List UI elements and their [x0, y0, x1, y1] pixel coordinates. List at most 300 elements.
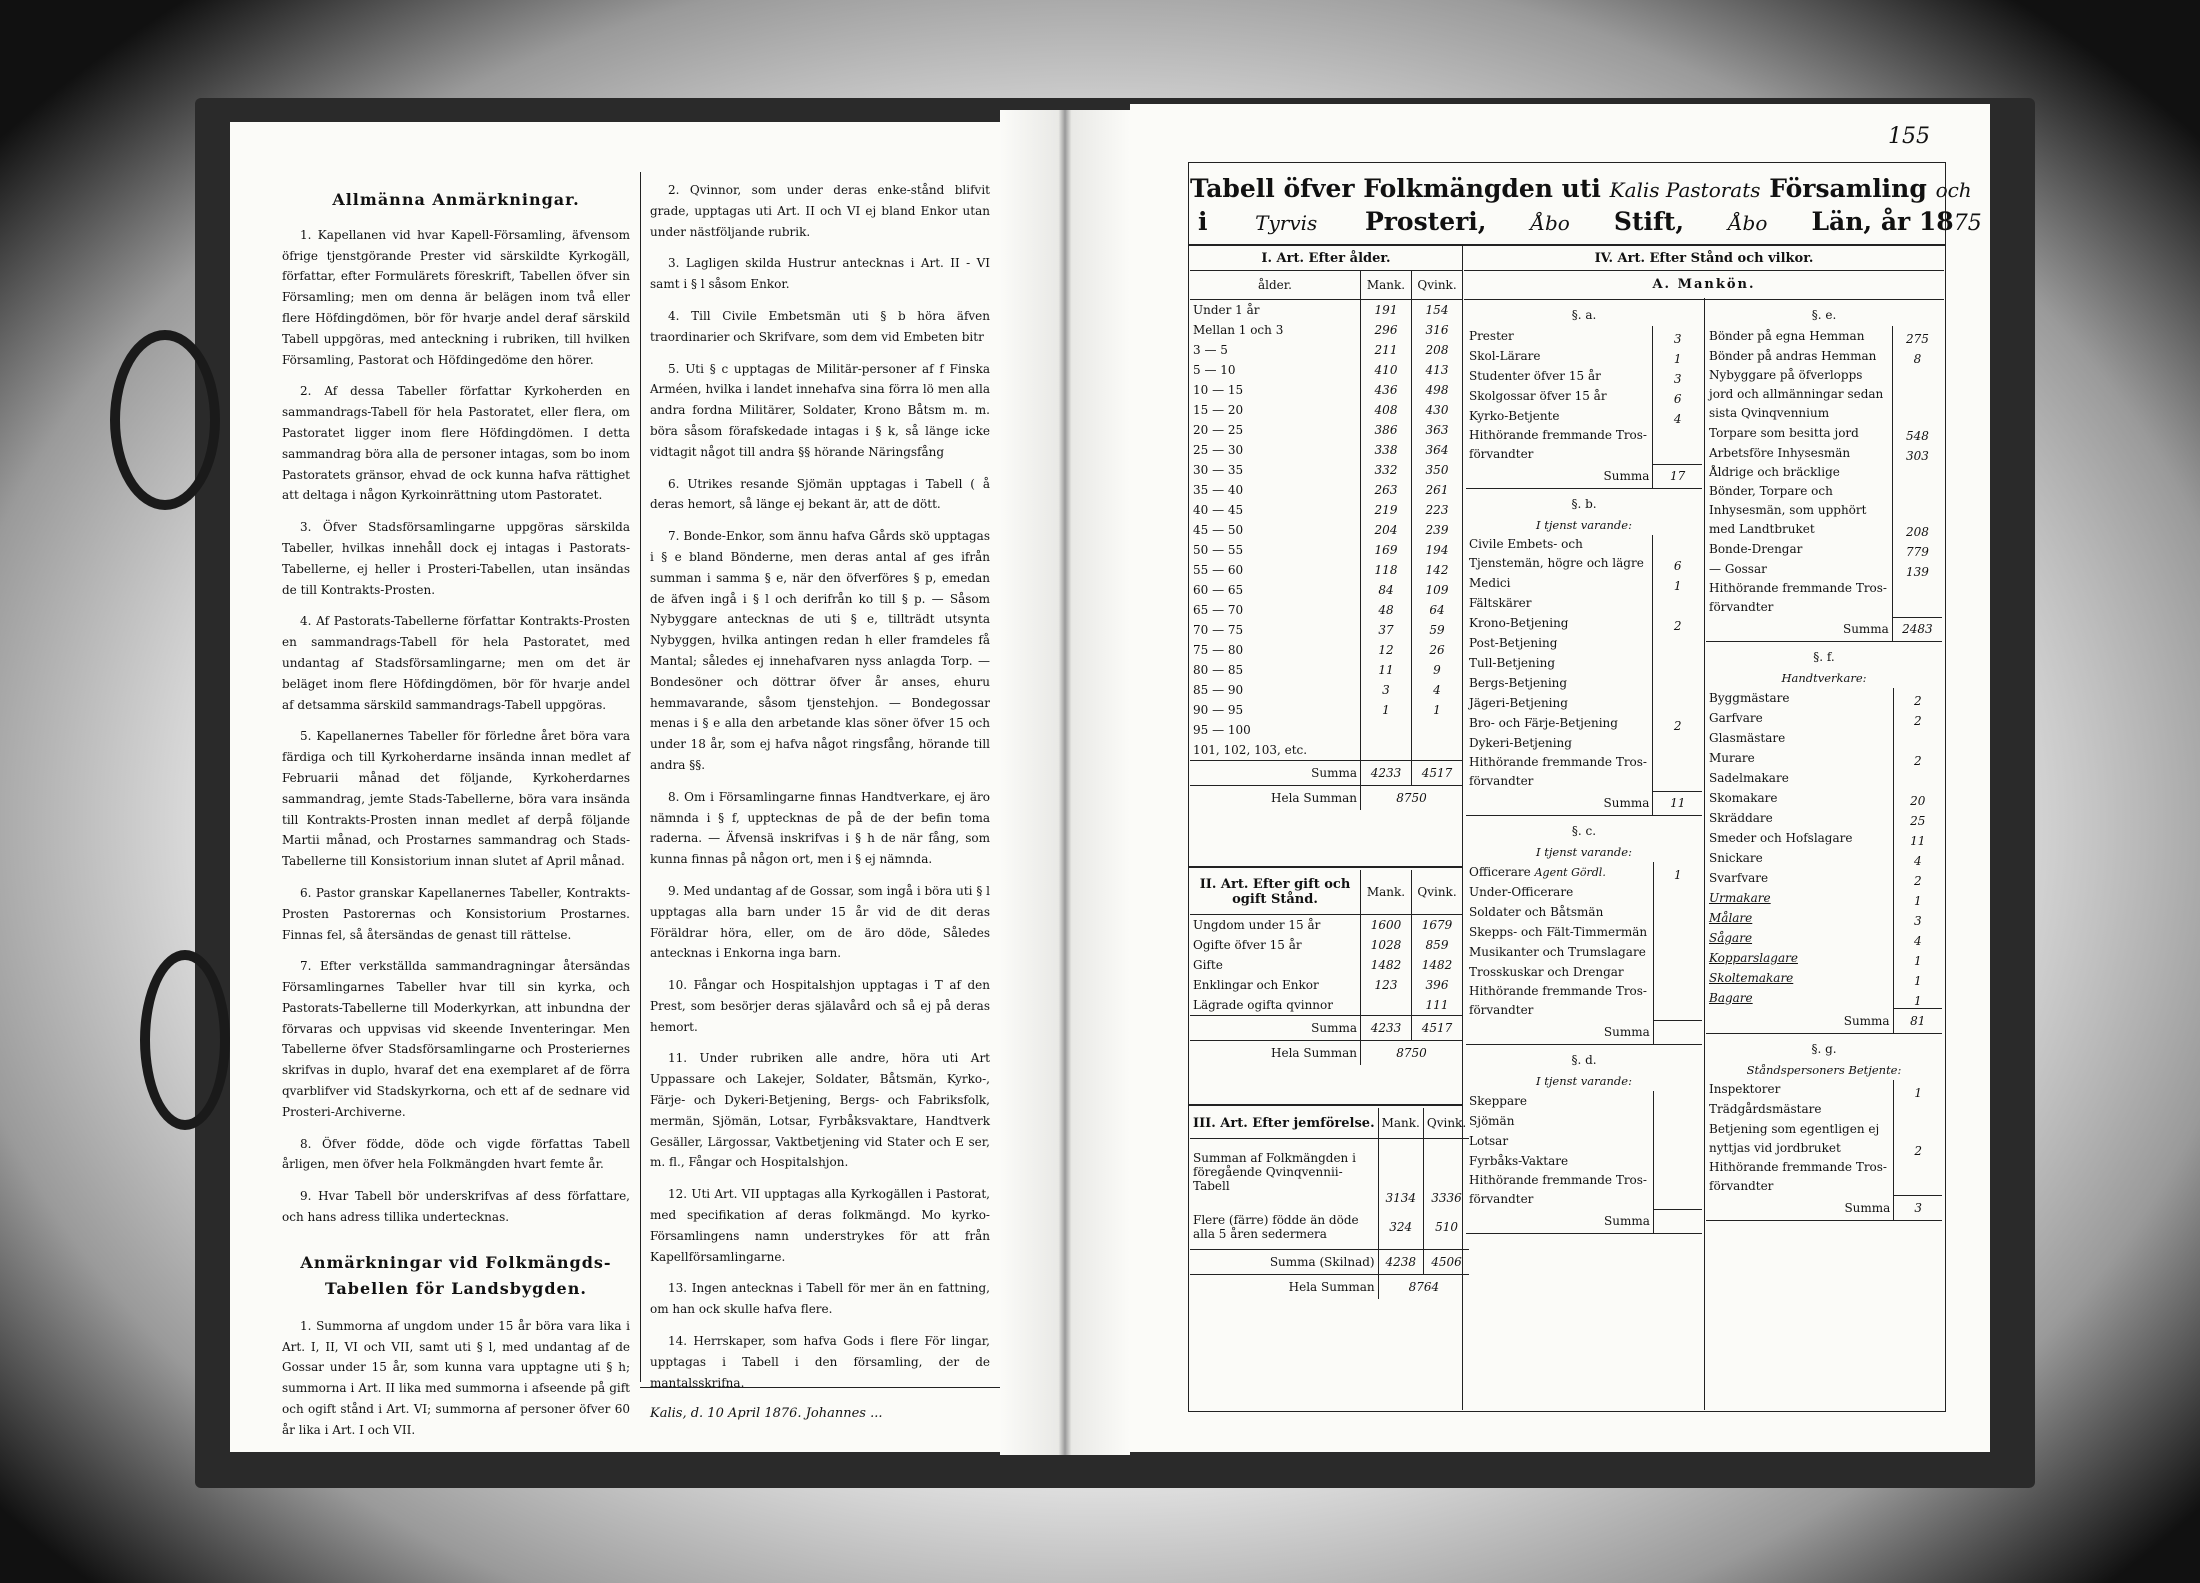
age-row — [1190, 440, 1462, 460]
row-value: 275 — [1892, 326, 1942, 346]
remark-paragraph: 1. Kapellanen vid hvar Kapell-Församling, äfvensom öfrige tjenstgörande Prester vid särskildte Kyrkogäll, författar, efter Formulärets föreskrift, Tabellen öfver sin Församling; men om denna är belägen inom två eller flere Höfdingdömen, bör för hvarje andel deraf särskild Tabell uppgöras, med anteckning i rubriken, till hvilken Församling, Pastorat och Höfdingedöme den hörer. — [282, 227, 630, 367]
row-label-text: Jägeri-Betjening — [1469, 695, 1568, 710]
continued-remarks — [650, 180, 990, 1393]
age-row — [1190, 400, 1462, 420]
row-value: 1 — [1894, 1080, 1942, 1100]
art4-left-column — [1466, 300, 1702, 1234]
age-row — [1190, 640, 1462, 660]
section-row — [1706, 366, 1942, 423]
age-row — [1190, 460, 1462, 480]
row-label-text: Under-Officerare — [1469, 884, 1574, 899]
row-label — [1466, 902, 1653, 922]
row-label — [1466, 733, 1653, 753]
row-label-text: Soldater och Båtsmän — [1469, 904, 1604, 919]
row-label-text: Snickare — [1709, 850, 1763, 865]
row-label — [1706, 579, 1892, 617]
row-label-text: Prester — [1469, 328, 1514, 343]
female-count: 1679 — [1412, 915, 1463, 936]
row-label-text: Officerare — [1469, 864, 1531, 879]
row-label — [1466, 1151, 1653, 1171]
row-value — [1653, 1111, 1702, 1131]
section-table — [1466, 862, 1702, 1044]
male-count: 211 — [1361, 340, 1412, 360]
marital-row — [1190, 975, 1462, 995]
age-row — [1190, 540, 1462, 560]
art1-bottom-rule — [1188, 866, 1462, 868]
section-sb — [1466, 489, 1702, 816]
row-label — [1466, 922, 1653, 942]
title-prosteri: Prosteri, — [1364, 207, 1487, 236]
male-count: 84 — [1361, 580, 1412, 600]
section-sc — [1466, 816, 1702, 1045]
art1-table — [1190, 271, 1462, 810]
row-label — [1706, 688, 1893, 708]
row-label — [1706, 968, 1893, 988]
male-count: 338 — [1361, 440, 1412, 460]
art3-heading: III. Art. Efter jemförelse. — [1193, 1115, 1375, 1131]
row-label-text: Skoltemakare — [1709, 970, 1794, 985]
row-label — [1466, 1131, 1653, 1151]
female-count: 59 — [1412, 620, 1463, 640]
row-value: 2 — [1653, 713, 1702, 733]
male-count: 410 — [1361, 360, 1412, 380]
age-row — [1190, 560, 1462, 580]
age-row — [1190, 420, 1462, 440]
section-row — [1466, 1111, 1702, 1131]
female-count: 142 — [1412, 560, 1463, 580]
age-label: 65 — 70 — [1193, 603, 1244, 617]
art4-subheading: A. Mankön. — [1464, 271, 1944, 300]
male-count: 263 — [1361, 480, 1412, 500]
section-row — [1466, 366, 1702, 386]
section-row — [1706, 848, 1942, 868]
female-count: 498 — [1412, 380, 1463, 400]
section-row — [1466, 713, 1702, 733]
age-label: 15 — 20 — [1193, 403, 1244, 417]
row-value: 1 — [1653, 862, 1702, 882]
female-count: 109 — [1412, 580, 1463, 600]
age-label: 40 — 45 — [1193, 503, 1244, 517]
row-hand-note: Agent Gördl. — [1534, 865, 1606, 879]
art2-summa-label: Summa — [1190, 1016, 1361, 1041]
row-label — [1706, 888, 1893, 908]
marital-label: Gifte — [1193, 958, 1223, 972]
summa-row — [1466, 791, 1702, 815]
title-rule — [1188, 244, 1946, 246]
row-label-text: Bönder på egna Hemman — [1709, 328, 1865, 343]
art3-col-qvink: Qvink. — [1423, 1108, 1469, 1139]
row-label — [1706, 1120, 1894, 1158]
row-label-text: Trädgårdsmästare — [1709, 1102, 1822, 1116]
male-count: 48 — [1361, 600, 1412, 620]
art2-col-qvink: Qvink. — [1412, 870, 1463, 915]
row-label — [1706, 346, 1892, 366]
remark-paragraph: 13. Ingen antecknas i Tabell för mer än en fattning, om han ock skulle hafva flere. — [650, 1281, 990, 1317]
row-value — [1653, 902, 1702, 922]
section-sd — [1466, 1045, 1702, 1234]
row-label — [1466, 942, 1653, 962]
row-label — [1466, 962, 1653, 982]
row-label — [1466, 982, 1653, 1020]
row-label — [1706, 788, 1893, 808]
row-value: 548 — [1892, 423, 1942, 443]
art1-summa-q: 4517 — [1412, 761, 1463, 786]
row-label — [1706, 748, 1893, 768]
row-label-text: Trosskuskar och Drengar — [1469, 964, 1624, 979]
art3-hela-value: 8764 — [1378, 1275, 1469, 1300]
row-value — [1653, 982, 1702, 1020]
female-count: 261 — [1412, 480, 1463, 500]
row-label — [1706, 808, 1893, 828]
row-value: 1 — [1893, 988, 1942, 1009]
age-row — [1190, 300, 1462, 321]
row-label-text: Hithörande fremmande Tros-förvandter — [1469, 755, 1647, 788]
section-row — [1706, 908, 1942, 928]
section-row — [1466, 1091, 1702, 1111]
section-row — [1466, 653, 1702, 673]
male-count — [1361, 720, 1412, 740]
row-value: 4 — [1653, 406, 1702, 426]
section-title: §. f. — [1813, 650, 1835, 664]
female-count: 223 — [1412, 500, 1463, 520]
age-label: 50 — 55 — [1193, 543, 1244, 557]
row-label-text: Skomakare — [1709, 790, 1778, 805]
remark-paragraph: 7. Bonde-Enkor, som ännu hafva Gårds skö upptagas i § e bland Bönderne, men deras antal af ges ifrån summan i samma § e, när den öfverföres § p, emedan de äfven ingå i § l och derifrån ko till § p. — Såsom Nybyggare antecknas de uti § e, tillträdt utsynta Nybyggen, hvilka antingen redan h eller framdeles få Mantal; således ej innehafvaren nyss anlagda Torp. — Bondesöner och döttrar öfver år anses, ehuru hemmavarande, såsom tjenstehjon. — Bondegossar menas i § e alla den arbetande klas söner öfver 15 och under 18 år, som ej hafva något ringsfång, hörande till andra §§. — [650, 529, 990, 772]
art3-summa-q: 4506 — [1423, 1250, 1469, 1275]
book-gutter — [1000, 110, 1130, 1455]
age-row — [1190, 360, 1462, 380]
summa-value: 81 — [1893, 1009, 1942, 1033]
section-row — [1706, 1120, 1942, 1158]
section-sa — [1466, 300, 1702, 489]
female-count: 396 — [1412, 975, 1463, 995]
female-count: 111 — [1412, 995, 1463, 1016]
section-row — [1706, 888, 1942, 908]
art2-bottom-rule — [1188, 1104, 1462, 1106]
row-label-text: Studenter öfver 15 år — [1469, 368, 1601, 383]
section-table — [1466, 1091, 1702, 1233]
section-row — [1706, 579, 1942, 617]
female-count — [1412, 740, 1463, 761]
male-count: 1 — [1361, 700, 1412, 720]
section-row — [1706, 828, 1942, 848]
row-value — [1653, 733, 1702, 753]
row-value — [1653, 922, 1702, 942]
row-value — [1892, 579, 1942, 617]
row-value — [1653, 1131, 1702, 1151]
title-tail: och — [1935, 178, 1972, 202]
row-value — [1653, 653, 1702, 673]
row-label-text: Fyrbåks-Vaktare — [1469, 1153, 1569, 1168]
row-label-text: — Gossar — [1709, 561, 1767, 576]
row-value — [1653, 1171, 1702, 1209]
landsbygd-remarks — [282, 1316, 630, 1441]
summa-label: Summa — [1842, 622, 1889, 636]
summa-value: 2483 — [1892, 617, 1942, 641]
row-value — [1653, 1091, 1702, 1111]
section-row — [1706, 1158, 1942, 1196]
art3-row2-q: 510 — [1423, 1205, 1469, 1250]
section-row — [1706, 808, 1942, 828]
row-value: 2 — [1893, 868, 1942, 888]
row-label-text: Glasmästare — [1709, 730, 1786, 745]
section-row — [1706, 928, 1942, 948]
section-row — [1466, 1151, 1702, 1171]
section-row — [1706, 688, 1942, 708]
row-label — [1466, 693, 1653, 713]
art3-section — [1190, 1108, 1467, 1299]
remark-paragraph: 8. Öfver födde, döde och vigde författas Tabell årligen, men öfver hela Folkmängden hvart femte år. — [282, 1136, 630, 1172]
art2-summa-m: 4233 — [1361, 1016, 1412, 1041]
age-label: 25 — 30 — [1193, 443, 1244, 457]
female-count: 363 — [1412, 420, 1463, 440]
row-value: 25 — [1893, 808, 1942, 828]
section-row — [1706, 539, 1942, 559]
age-row — [1190, 480, 1462, 500]
row-label-text: Hithörande fremmande Tros-förvandter — [1469, 428, 1647, 461]
remark-paragraph: 11. Under rubriken alle andre, höra uti Art Uppassare och Lakejer, Soldater, Båtsmän, Kyrko-, Färje- och Dykeri-Betjening, Bergs- och Fabriksfolk, mermän, Sjömän, Lotsar, Fyrbåksvaktare, Handtverk Gesäller, Lärgossar, Vaktbetjening vid Stater och E ser, m. fl., Fångar och Hospitalshjon. — [650, 1051, 990, 1170]
row-label-text: Medici — [1469, 575, 1511, 590]
summa-row — [1706, 1196, 1942, 1220]
remark-paragraph: 2. Af dessa Tabeller författar Kyrkoherden en sammandrags-Tabell för hela Pastoratet, eller flera, om Pastoratet ligger inom flere Höfdingdömen. I detta sammandrag böra alla de personer intagas, som bo inom Pastoratets gränsor, ehvad de ock kunna hafva rättighet att deltaga i någon Kyrkoinrättning utom Pastoratet. — [282, 384, 630, 503]
male-count — [1361, 740, 1412, 761]
row-label — [1706, 559, 1892, 579]
title-stift: Stift, — [1613, 207, 1685, 236]
male-count: 408 — [1361, 400, 1412, 420]
remark-paragraph: 4. Af Pastorats-Tabellerne författar Kontrakts-Prosten en sammandrags-Tabell för hela Pastoratet, med undantag af Stadsförsamlingarne; men om det är beläget inom flere Höfdingdömen, bör för hvarje andel af detsamma särskild sammandrags-Tabell uppgöras. — [282, 614, 630, 712]
row-value: 3 — [1653, 326, 1702, 346]
row-value: 11 — [1893, 828, 1942, 848]
page-number: 155 — [1888, 124, 1930, 149]
remark-paragraph: 9. Hvar Tabell bör underskrifvas af dess författare, och hans adress tillika undertecknas. — [282, 1189, 630, 1225]
female-count: 239 — [1412, 520, 1463, 540]
row-label — [1706, 728, 1893, 748]
section-row — [1706, 728, 1942, 748]
section-row — [1706, 868, 1942, 888]
age-label: 45 — 50 — [1193, 523, 1244, 537]
row-label — [1466, 573, 1653, 593]
section-table — [1706, 1080, 1942, 1220]
section-row — [1466, 862, 1702, 882]
age-label: Under 1 år — [1193, 303, 1260, 317]
row-label-text: Urmakare — [1709, 890, 1771, 905]
age-row — [1190, 600, 1462, 620]
age-label: 95 — 100 — [1193, 723, 1251, 737]
row-value: 1 — [1653, 573, 1702, 593]
summa-label: Summa — [1603, 1025, 1650, 1039]
title-suffix: Församling — [1769, 174, 1927, 203]
row-label — [1706, 848, 1893, 868]
art1-summa-m: 4233 — [1361, 761, 1412, 786]
art3-col-mank: Mank. — [1378, 1108, 1423, 1139]
summa-row — [1706, 617, 1942, 641]
male-count: 1028 — [1361, 935, 1412, 955]
row-label — [1706, 928, 1893, 948]
row-label — [1466, 593, 1653, 613]
row-label-text: Post-Betjening — [1469, 635, 1558, 650]
male-count: 11 — [1361, 660, 1412, 680]
summa-value: 17 — [1653, 464, 1702, 488]
row-label-text: Skeppare — [1469, 1093, 1527, 1108]
male-count: 204 — [1361, 520, 1412, 540]
section-subtitle: I tjenst varande: — [1536, 845, 1632, 859]
title-year-hand: 75 — [1953, 211, 1982, 236]
row-value — [1653, 693, 1702, 713]
female-count: 1 — [1412, 700, 1463, 720]
row-label — [1466, 406, 1653, 426]
section-sg — [1706, 1034, 1942, 1221]
row-label-text: Skepps- och Fält-Timmermän — [1469, 924, 1648, 939]
section-row — [1466, 613, 1702, 633]
row-value — [1653, 633, 1702, 653]
section-row — [1466, 962, 1702, 982]
form-title — [1190, 166, 1982, 261]
male-count: 3 — [1361, 680, 1412, 700]
remark-paragraph: 7. Efter verkställda sammandragningar återsändas Församlingarnes Tabeller hvar till sin kyrka, och Pastorats-Tabellerne till Moderkyrkan, att inbundna der förvaras och uppvisas vid skeende Inventeringar. Men Tabellerne öfver Stadsförsamlingarne och Prosteriernes skrifvas in duplo, hvaraf det ena exemplaret af de förra qvarblifver vid Stadskyrkorna, och ett af de sednare vid Prosteri-Archiverne. — [282, 959, 630, 1119]
male-count: 169 — [1361, 540, 1412, 560]
section-row — [1706, 559, 1942, 579]
row-label-text: Inspektorer — [1709, 1082, 1781, 1096]
age-label: 80 — 85 — [1193, 663, 1244, 677]
female-count: 364 — [1412, 440, 1463, 460]
age-label: 75 — 80 — [1193, 643, 1244, 657]
row-label-text: Fältskärer — [1469, 595, 1532, 610]
remark-paragraph: 6. Utrikes resande Sjömän upptagas i Tabell ( å deras hemort, så länge ej bekant är, att de dött. — [650, 476, 990, 512]
remark-paragraph: 4. Till Civile Embetsmän uti § b höra äfven traordinarier och Skrifvare, som dem vid Embeten bitr — [650, 308, 990, 344]
marital-label: Enklingar och Enkor — [1193, 978, 1319, 992]
section-row — [1466, 426, 1702, 464]
row-label — [1706, 539, 1892, 559]
row-value — [1653, 593, 1702, 613]
summa-row — [1466, 1020, 1702, 1044]
art1-heading: I. Art. Efter ålder. — [1190, 248, 1462, 271]
art2-hela-value: 8750 — [1361, 1041, 1463, 1066]
row-label — [1706, 326, 1892, 346]
age-label: 10 — 15 — [1193, 383, 1244, 397]
row-label-text: Sadelmakare — [1709, 770, 1789, 785]
age-label: 60 — 65 — [1193, 583, 1244, 597]
section-row — [1466, 882, 1702, 902]
section-row — [1706, 968, 1942, 988]
section-row — [1706, 1100, 1942, 1120]
age-label: 90 — 95 — [1193, 703, 1244, 717]
art3-row1-q: 3336 — [1423, 1139, 1469, 1206]
remark-paragraph: 2. Qvinnor, som under deras enke-stånd blifvit grade, upptagas uti Art. II och VI ej bland Enkor utan under nästföljande rubrik. — [650, 183, 990, 239]
age-row — [1190, 620, 1462, 640]
art1-summa-label: Summa — [1190, 761, 1361, 786]
marital-row — [1190, 935, 1462, 955]
row-label-text: Krono-Betjening — [1469, 615, 1569, 630]
row-value: 2 — [1894, 1120, 1942, 1158]
summa-row — [1466, 464, 1702, 488]
remark-paragraph: 1. Summorna af ungdom under 15 år böra vara lika i Art. I, II, VI och VII, samt uti § l, med undantag af de Gossar under 15 år, som kunna vara upptagne uti § h; summorna i Art. II lika med summorna i afseende på gift och ogift stånd i Art. VI; summorna af personer öfver 60 år lika i Art. I och VII. — [282, 1318, 630, 1437]
art3-table — [1190, 1108, 1469, 1299]
row-label — [1466, 653, 1653, 673]
row-label-text: Torpare som besitta jord — [1709, 425, 1859, 440]
section-row — [1706, 423, 1942, 443]
summa-row — [1466, 1209, 1702, 1233]
remark-paragraph: 5. Uti § c upptagas de Militär-personer af f Finska Arméen, hvilka i landet innehafva sina förra lö men alla andra fordna Militärer, Soldater, Krono Båtsm m. m. böra såsom förafskedade intagas i § k, så länge icke vidtagit något till andra §§ hörande Näringsfång — [650, 361, 990, 459]
remark-paragraph: 3. Öfver Stadsförsamlingarne uppgöras särskilda Tabeller, hvilkas innehåll dock ej intagas i Pastorats-Tabellerne, ej heller i Prosteri-Tabellen, utan insändas de till Kontrakts-Prosten. — [282, 520, 630, 597]
row-value: 1 — [1893, 948, 1942, 968]
section-row — [1466, 673, 1702, 693]
summa-row — [1706, 1009, 1942, 1033]
age-label: Mellan 1 och 3 — [1193, 323, 1284, 337]
section-subtitle: Handtverkare: — [1781, 671, 1867, 685]
column-divider — [640, 172, 641, 1382]
art4-heading: IV. Art. Efter Stånd och vilkor. — [1464, 248, 1944, 271]
section-title: §. d. — [1571, 1053, 1597, 1067]
row-value: 139 — [1892, 559, 1942, 579]
remark-paragraph: 9. Med undantag af de Gossar, som ingå i böra uti § l upptagas alla barn under 15 år vid de dit deras Föräldrar höra, eller, om de äro döde, Således antecknas i Enkorna inga barn. — [650, 883, 990, 961]
row-label — [1466, 366, 1653, 386]
row-label-text: Hithörande fremmande Tros-förvandter — [1469, 984, 1647, 1017]
art4-section — [1464, 248, 1944, 300]
age-row — [1190, 380, 1462, 400]
female-count: 859 — [1412, 935, 1463, 955]
heading-landsbygden: Anmärkningar vid Folkmängds-Tabellen för Landsbygden. — [300, 1252, 612, 1298]
row-label-text: Skräddare — [1709, 810, 1773, 825]
row-label — [1706, 768, 1893, 788]
section-row — [1466, 982, 1702, 1020]
remark-paragraph: 3. Lagligen skilda Hustrur antecknas i Art. II - VI samt i § l såsom Enkor. — [650, 256, 990, 292]
row-label — [1706, 366, 1892, 423]
female-count: 26 — [1412, 640, 1463, 660]
art2-section — [1190, 870, 1462, 1065]
male-count: 296 — [1361, 320, 1412, 340]
age-label: 20 — 25 — [1193, 423, 1244, 437]
general-remarks — [282, 225, 630, 1228]
age-label: 85 — 90 — [1193, 683, 1244, 697]
strap-loop-bottom — [140, 950, 230, 1130]
section-row — [1706, 788, 1942, 808]
section-title: §. e. — [1811, 308, 1837, 322]
female-count: 208 — [1412, 340, 1463, 360]
row-label — [1466, 426, 1653, 464]
row-label-text: Tull-Betjening — [1469, 655, 1556, 670]
section-row — [1706, 443, 1942, 463]
art2-summa-q: 4517 — [1412, 1016, 1463, 1041]
section-se — [1706, 300, 1942, 642]
row-label-text: Kopparslagare — [1709, 950, 1798, 965]
row-value — [1894, 1100, 1942, 1120]
section-row — [1466, 346, 1702, 366]
section-row — [1466, 942, 1702, 962]
section-row — [1706, 346, 1942, 366]
section-row — [1466, 1131, 1702, 1151]
title-lan: Län, år 18 — [1811, 207, 1954, 236]
right-page — [1130, 104, 1990, 1452]
female-count: 64 — [1412, 600, 1463, 620]
remark-paragraph: 12. Uti Art. VII upptagas alla Kyrkogällen i Pastorat, med specifikation af deras folkmängd. Mo kyrko-Församlingens namn understrykes för att från Kapellförsamlingarne. — [650, 1187, 990, 1264]
art1-hela-label: Hela Summan — [1190, 786, 1361, 811]
age-row — [1190, 700, 1462, 720]
row-label — [1466, 1111, 1653, 1131]
row-label — [1706, 423, 1892, 443]
col-mank: Mank. — [1361, 271, 1412, 300]
art4-right-column — [1706, 300, 1942, 1221]
row-value: 2 — [1893, 708, 1942, 728]
row-label-text: Svarfvare — [1709, 870, 1769, 885]
row-label — [1466, 882, 1653, 902]
section-rule — [1466, 1233, 1702, 1234]
summa-value — [1653, 1020, 1702, 1044]
section-row — [1706, 326, 1942, 346]
art3-summa-label: Summa (Skilnad) — [1190, 1250, 1378, 1275]
row-value: 2 — [1893, 748, 1942, 768]
section-title: §. g. — [1811, 1041, 1837, 1056]
age-label: 35 — 40 — [1193, 483, 1244, 497]
